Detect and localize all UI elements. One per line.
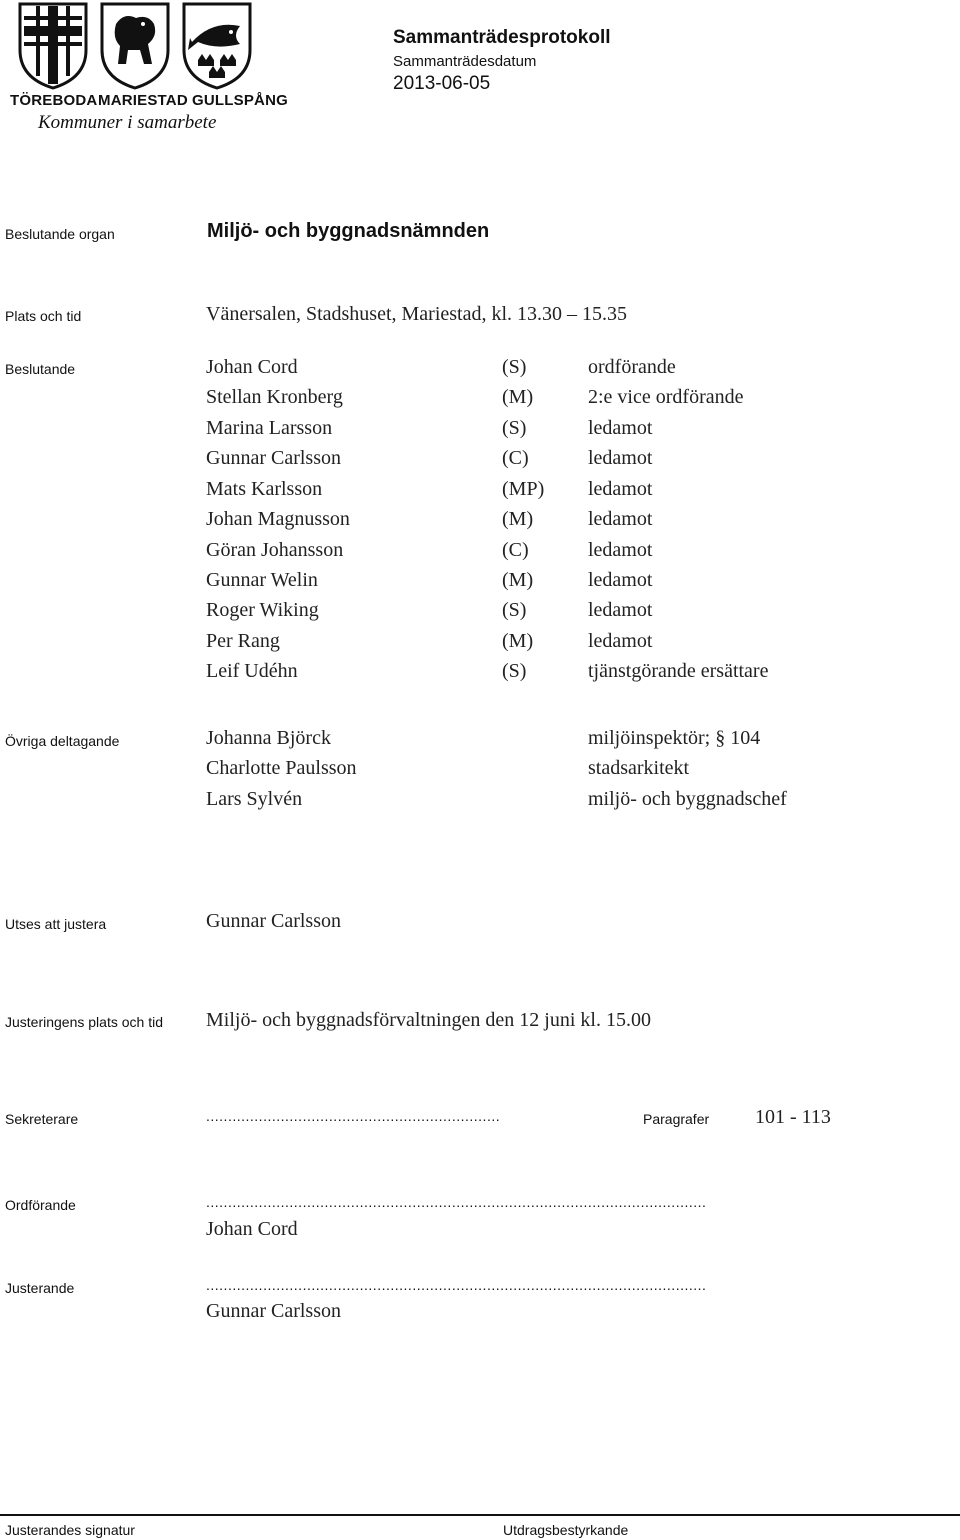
- participant-role: miljöinspektör; § 104: [588, 727, 761, 749]
- chair-label: Ordförande: [5, 1197, 76, 1213]
- participant-name: Johanna Björck: [206, 727, 331, 749]
- adjusting-name: Gunnar Carlsson: [206, 1300, 341, 1322]
- member-role: ordförande: [588, 356, 676, 378]
- member-name: Leif Udéhn: [206, 660, 298, 682]
- member-role: 2:e vice ordförande: [588, 386, 744, 408]
- member-role: ledamot: [588, 569, 653, 591]
- member-party: (C): [502, 539, 529, 561]
- member-row: [0, 660, 960, 690]
- paragraphs-label: Paragrafer: [643, 1111, 710, 1127]
- meeting-date: 2013-06-05: [393, 73, 491, 94]
- member-role: ledamot: [588, 508, 653, 530]
- member-name: Gunnar Carlsson: [206, 447, 341, 469]
- participant-name: Lars Sylvén: [206, 788, 303, 810]
- adjustment-value: Miljö- och byggnadsförvaltningen den 12 juni kl. 15.00: [206, 1009, 651, 1031]
- chair-name: Johan Cord: [206, 1218, 298, 1240]
- document-title: Sammanträdesprotokoll: [393, 27, 611, 48]
- member-row: [0, 508, 960, 538]
- logo-tagline: Kommuner i samarbete: [38, 112, 217, 133]
- decision-makers-label: Beslutande: [5, 361, 76, 377]
- member-name: Roger Wiking: [206, 599, 319, 621]
- member-row: [0, 447, 960, 477]
- member-name: Mats Karlsson: [206, 478, 323, 500]
- secretary-label: Sekreterare: [5, 1111, 79, 1127]
- member-party: (M): [502, 386, 534, 408]
- member-row: [0, 599, 960, 629]
- participant-name: Charlotte Paulsson: [206, 757, 357, 779]
- adjusting-label: Justerande: [5, 1280, 75, 1296]
- member-role: ledamot: [588, 478, 653, 500]
- organ-value: Miljö- och byggnadsnämnden: [207, 220, 490, 242]
- member-name: Johan Cord: [206, 356, 298, 378]
- town-name: MARIESTAD: [98, 92, 188, 109]
- member-row: [0, 569, 960, 599]
- municipal-logo: [8, 2, 288, 134]
- member-party: (S): [502, 417, 527, 439]
- member-role: ledamot: [588, 447, 653, 469]
- member-role: tjänstgörande ersättare: [588, 660, 769, 682]
- adjuster-value: Gunnar Carlsson: [206, 910, 341, 932]
- place-value: Vänersalen, Stadshuset, Mariestad, kl. 13.30 – 15.35: [206, 303, 628, 325]
- member-name: Stellan Kronberg: [206, 386, 343, 408]
- member-name: Göran Johansson: [206, 539, 344, 561]
- participant-row: [0, 727, 960, 757]
- participant-role: miljö- och byggnadschef: [588, 788, 787, 810]
- adjustment-label: Justeringens plats och tid: [5, 1014, 163, 1030]
- member-row: [0, 417, 960, 447]
- member-party: (M): [502, 569, 534, 591]
- member-row: [0, 539, 960, 569]
- place-label: Plats och tid: [5, 308, 82, 324]
- others-label: Övriga deltagande: [5, 733, 120, 749]
- member-name: Marina Larsson: [206, 417, 333, 439]
- participant-role: stadsarkitekt: [588, 757, 690, 779]
- adjuster-label: Utses att justera: [5, 916, 107, 932]
- paragraphs-value: 101 - 113: [755, 1106, 831, 1128]
- footer-extract-label: Utdragsbestyrkande: [503, 1522, 629, 1538]
- chair-signature-line: ..................................................................................................................: [206, 1194, 707, 1210]
- member-role: ledamot: [588, 417, 653, 439]
- member-party: (C): [502, 447, 529, 469]
- member-row: [0, 478, 960, 508]
- footer-signature-label: Justerandes signatur: [5, 1522, 135, 1538]
- member-row: [0, 630, 960, 660]
- member-row: [0, 356, 960, 386]
- member-name: Gunnar Welin: [206, 569, 318, 591]
- meeting-date-label: Sammanträdesdatum: [393, 53, 537, 70]
- member-party: (M): [502, 630, 534, 652]
- adjusting-signature-line: ..................................................................................................................: [206, 1277, 707, 1293]
- member-party: (M): [502, 508, 534, 530]
- member-row: [0, 386, 960, 416]
- organ-label: Beslutande organ: [5, 226, 115, 242]
- member-role: ledamot: [588, 599, 653, 621]
- member-name: Per Rang: [206, 630, 280, 652]
- secretary-signature-line: ...................................................................: [206, 1108, 501, 1124]
- coat-of-arms-icon: [16, 2, 256, 90]
- member-party: (S): [502, 660, 527, 682]
- member-role: ledamot: [588, 539, 653, 561]
- participant-row: [0, 788, 960, 818]
- town-name: GULLSPÅNG: [192, 92, 288, 109]
- member-party: (S): [502, 356, 527, 378]
- member-name: Johan Magnusson: [206, 508, 350, 530]
- member-party: (S): [502, 599, 527, 621]
- member-party: (MP): [502, 478, 545, 500]
- member-role: ledamot: [588, 630, 653, 652]
- town-name: TÖREBODA: [10, 92, 98, 109]
- footer-divider: [0, 1514, 960, 1516]
- participant-row: [0, 757, 960, 787]
